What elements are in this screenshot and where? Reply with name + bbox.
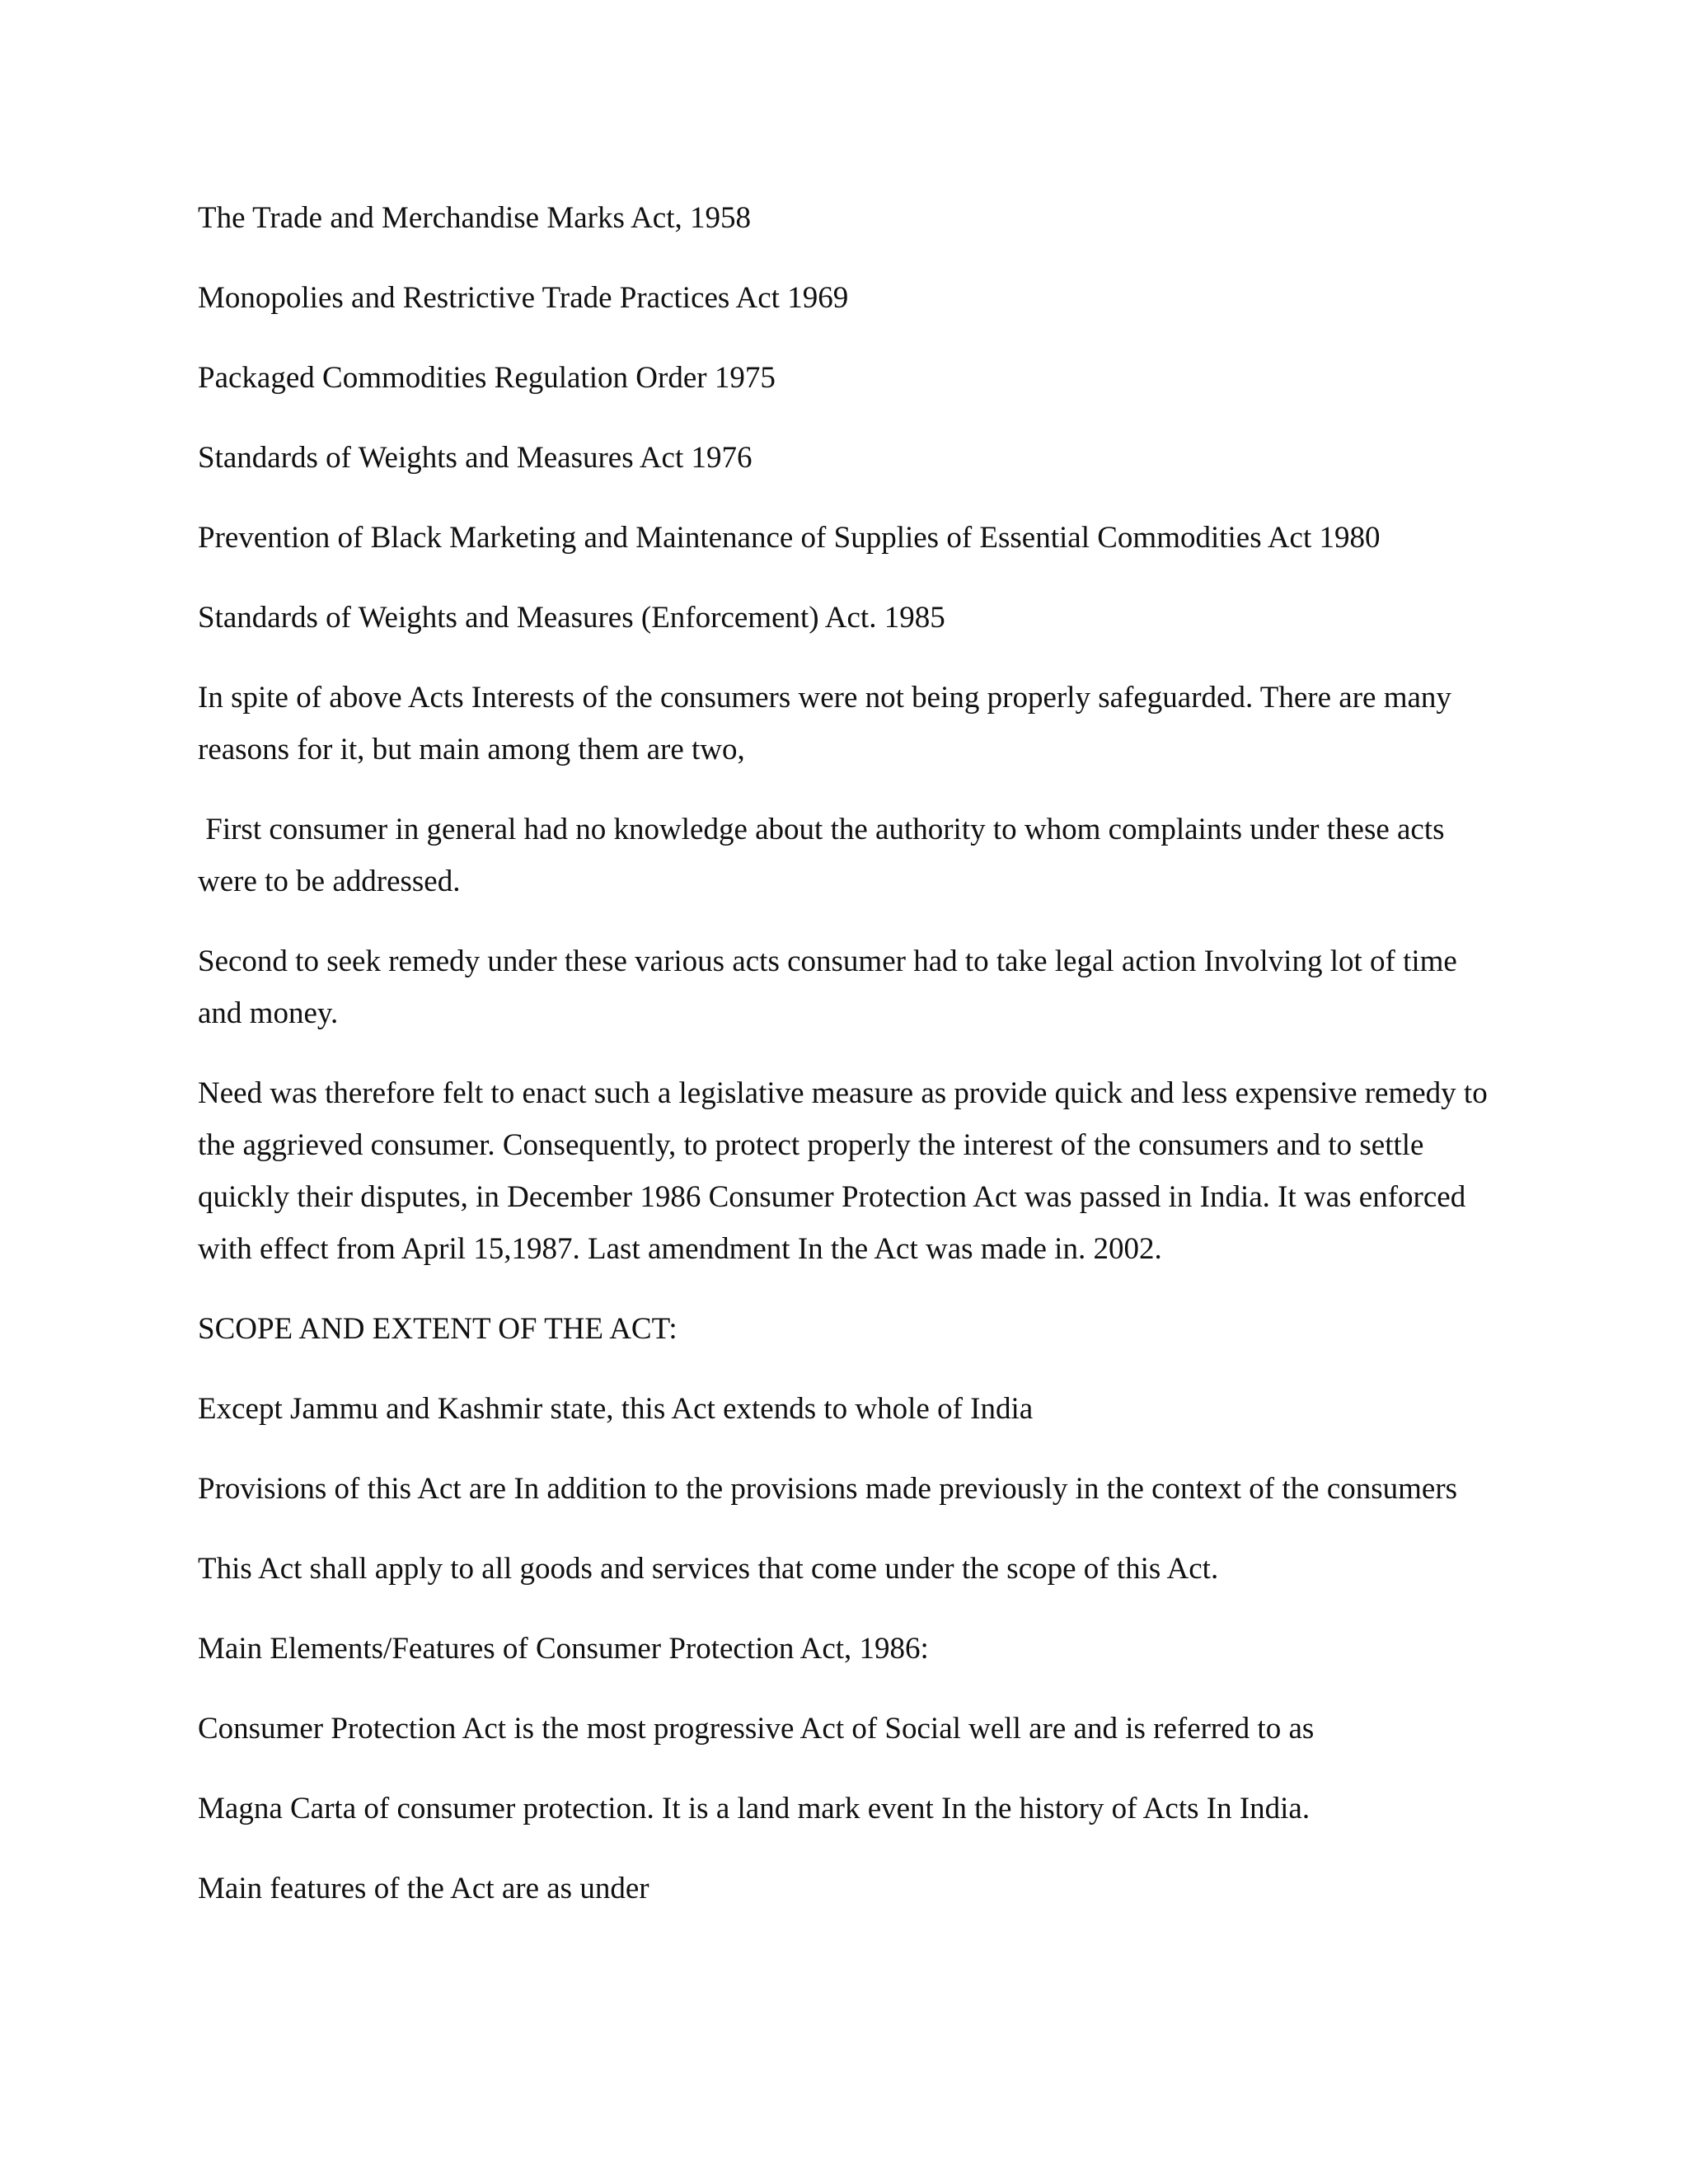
document-body [198,192,1500,1943]
paragraph-order-1975: Packaged Commodities Regulation Order 1975 [198,361,776,395]
paragraph-progressive-act: Consumer Protection Act is the most progressive Act of Social well are and is referred to as [198,1712,1315,1746]
paragraph-extent: Except Jammu and Kashmir state, this Act extends to whole of India [198,1392,1034,1426]
paragraph-act-1985: Standards of Weights and Measures (Enforcement) Act. 1985 [198,601,945,635]
paragraph-magna-carta: Magna Carta of consumer protection. It is a land mark event In the history of Acts In India. [198,1792,1311,1825]
paragraph-act-1969: Monopolies and Restrictive Trade Practices Act 1969 [198,281,849,315]
paragraph-interests-not-safeguarded: In spite of above Acts Interests of the consumers were not being properly safeguarded. There are many reasons for it, but main among them are two, [198,681,1460,766]
section-heading-scope: SCOPE AND EXTENT OF THE ACT: [198,1312,678,1346]
paragraph-applicability: This Act shall apply to all goods and services that come under the scope of this Act. [198,1552,1219,1586]
section-heading-features: Main Elements/Features of Consumer Protection Act, 1986: [198,1632,929,1666]
paragraph-act-1980: Prevention of Black Marketing and Maintenance of Supplies of Essential Commodities Act 1980 [198,521,1381,555]
paragraph-first-reason: First consumer in general had no knowledge about the authority to whom complaints under these acts were to be addressed. [198,813,1452,898]
paragraph-second-reason: Second to seek remedy under these various acts consumer had to take legal action Involving lot of time and money. [198,944,1465,1030]
paragraph-act-1976: Standards of Weights and Measures Act 1976 [198,441,753,475]
paragraph-provisions: Provisions of this Act are In addition to the provisions made previously in the context of the consumers [198,1472,1458,1506]
paragraph-need-for-act: Need was therefore felt to enact such a legislative measure as provide quick and less expensive remedy to the aggrieved consumer. Consequently, to protect properly the interest of the consumers and to settle quickly their disputes, in December 1986 Consumer Protection Act was passed in India. It was enforced with effect from April 15,1987. Last amendment In the Act was made in. 2002. [198,1076,1495,1266]
paragraph-act-1958: The Trade and Merchandise Marks Act, 1958 [198,201,752,235]
paragraph-main-features: Main features of the Act are as under [198,1872,649,1905]
